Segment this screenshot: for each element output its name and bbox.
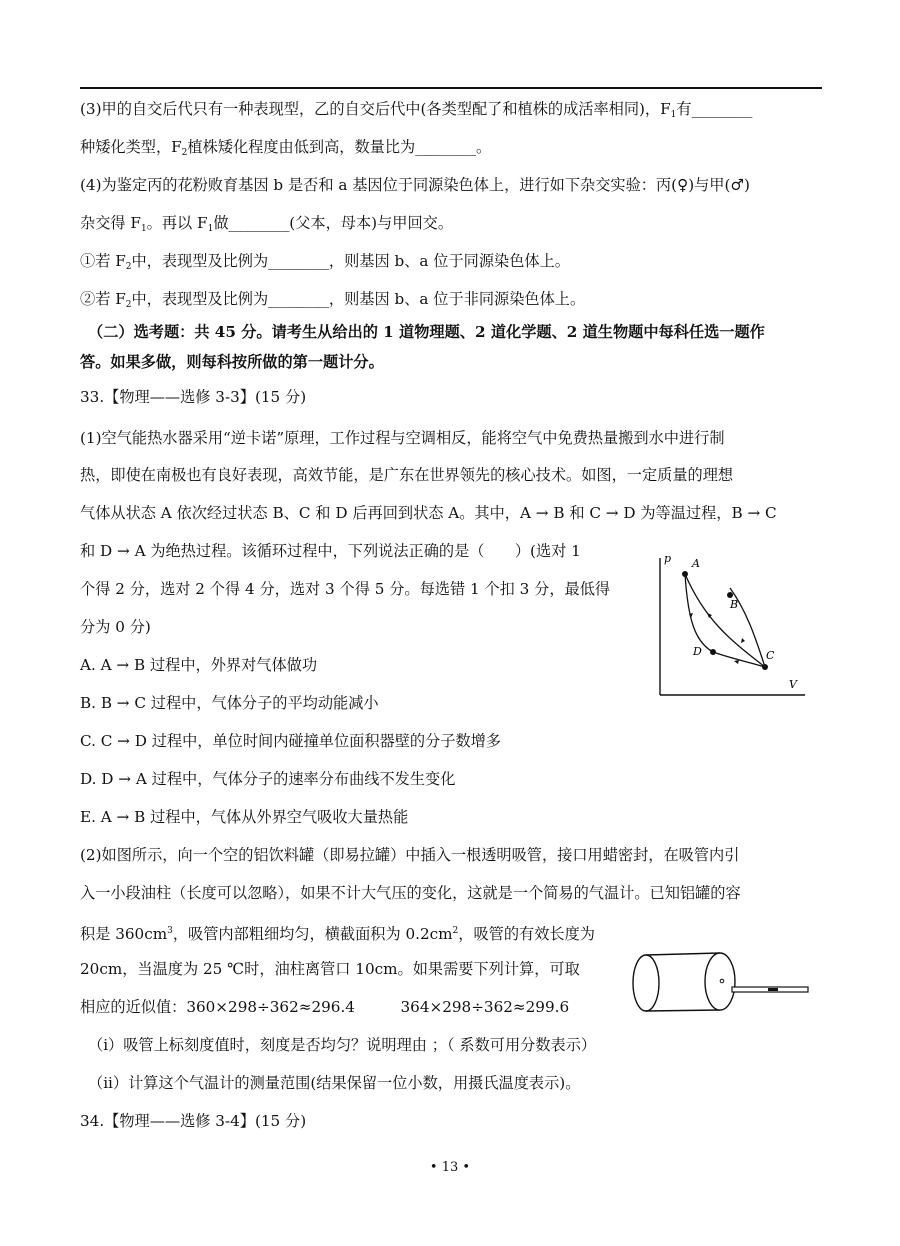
q33-2-line5: 相应的近似值：360×298÷362≈296.4 364×298÷362≈299.6 [80,998,570,1016]
q34-heading: 34.【物理——选修 3-4】(15 分) [80,1112,307,1130]
q4-case1: ①若 $F_2$中，表现型及比例为________，则基因 b、a 位于同源染色体上。 [80,252,570,272]
top-rule [80,87,822,89]
pv-cycle-diagram [650,550,810,700]
curve-da-adiabat [685,574,713,652]
q3-line2: 种矮化类型，$F_2$植株矮化程度由低到高，数量比为________。 [80,138,492,158]
label-b: B [730,598,739,611]
q33-2-part-i: （i）吸管上标刻度值时，刻度是否均匀？说明理由 ；（ 系数可用分数表示） [88,1036,597,1054]
q33-1-line3: 气体从状态 A 依次经过状态 B、C 和 D 后再回到状态 A。其中，A → B 和 C → D 为等温过程，B → C [80,504,777,522]
page-number: • 13 • [429,1160,471,1175]
oil-column [768,988,778,991]
q33-2-line2: 入一小段油柱（长度可以忽略），如果不计大气压的变化，这就是一个简易的气温计。已知铝罐的容 [80,884,741,902]
q4-line2: 杂交得 $F_1$。再以 $F_1$做________(父本，母本)与甲回交。 [80,214,454,234]
point-c [762,664,768,670]
q33-1-line1: (1)空气能热水器采用“逆卡诺”原理，工作过程与空调相反，能将空气中免费热量搬到水中进行制 [80,429,725,447]
q33-1-line4: 和 D → A 为绝热过程。该循环过程中，下列说法正确的是（ ）(选对 1 [80,542,581,560]
q33-1-line5: 个得 2 分，选对 2 个得 4 分，选对 3 个得 5 分。每选错 1 个扣 3 分，最低得 [80,580,611,598]
q33-2-part-ii: （ii）计算这个气温计的测量范围(结果保留一位小数，用摄氏温度表示)。 [88,1074,581,1092]
option-b: B. B → C 过程中，气体分子的平均动能减小 [80,694,379,712]
q3-line1: (3)甲的自交后代只有一种表现型，乙的自交后代中(各类型配了和植株的成活率相同)，$F_1$有________ [80,100,753,120]
q4-case2: ②若 $F_2$中，表现型及比例为________，则基因 b、a 位于非同源染色体上。 [80,290,586,310]
option-a: A. A → B 过程中，外界对气体做功 [80,656,318,674]
label-d: D [693,645,702,658]
q33-1-line2: 热，即使在南极也有良好表现，高效节能，是广东在世界领先的核心技术。如图，一定质量的理想 [80,466,734,484]
point-a [682,571,688,577]
v-axis-label: V [789,678,797,691]
elective-instructions-2: 答。如果多做，则每科按所做的第一题计分。 [80,353,384,371]
elective-instructions-1: （二）选考题：共 45 分。请考生从给出的 1 道物理题、2 道化学题、2 道生物题中每科任选一题作 [88,323,765,341]
curve-cd-isotherm [713,652,765,667]
option-d: D. D → A 过程中，气体分子的速率分布曲线不发生变化 [80,770,456,788]
point-d [710,649,716,655]
option-e: E. A → B 过程中，气体从外界空气吸收大量热能 [80,808,409,826]
q33-2-line1: (2)如图所示，向一个空的铝饮料罐（即易拉罐）中插入一根透明吸管，接口用蜡密封，在吸管内引 [80,846,740,864]
q33-1-line6: 分为 0 分) [80,618,151,636]
option-c: C. C → D 过程中，单位时间内碰撞单位面积器壁的分子数增多 [80,732,502,750]
q4-line1: (4)为鉴定丙的花粉败育基因 b 是否和 a 基因位于同源染色体上，进行如下杂交实验：丙(♀)与甲(♂) [80,176,750,194]
q33-2-line4: 20cm，当温度为 25 ℃时，油柱离管口 10cm。如果需要下列计算，可取 [80,960,580,978]
q33-2-line3: 积是 $360cm^3$，吸管内部粗细均匀，横截面积为 $0.2cm^2$，吸管的有效长度为 [80,925,595,944]
q33-heading: 33.【物理——选修 3-3】(15 分) [80,388,307,406]
arrow-cd [734,660,739,664]
label-c: C [766,649,775,662]
can-thermometer-diagram [628,948,813,1018]
arrow-bc [741,638,745,643]
label-a: A [692,557,700,570]
p-axis-label: p [664,552,672,565]
